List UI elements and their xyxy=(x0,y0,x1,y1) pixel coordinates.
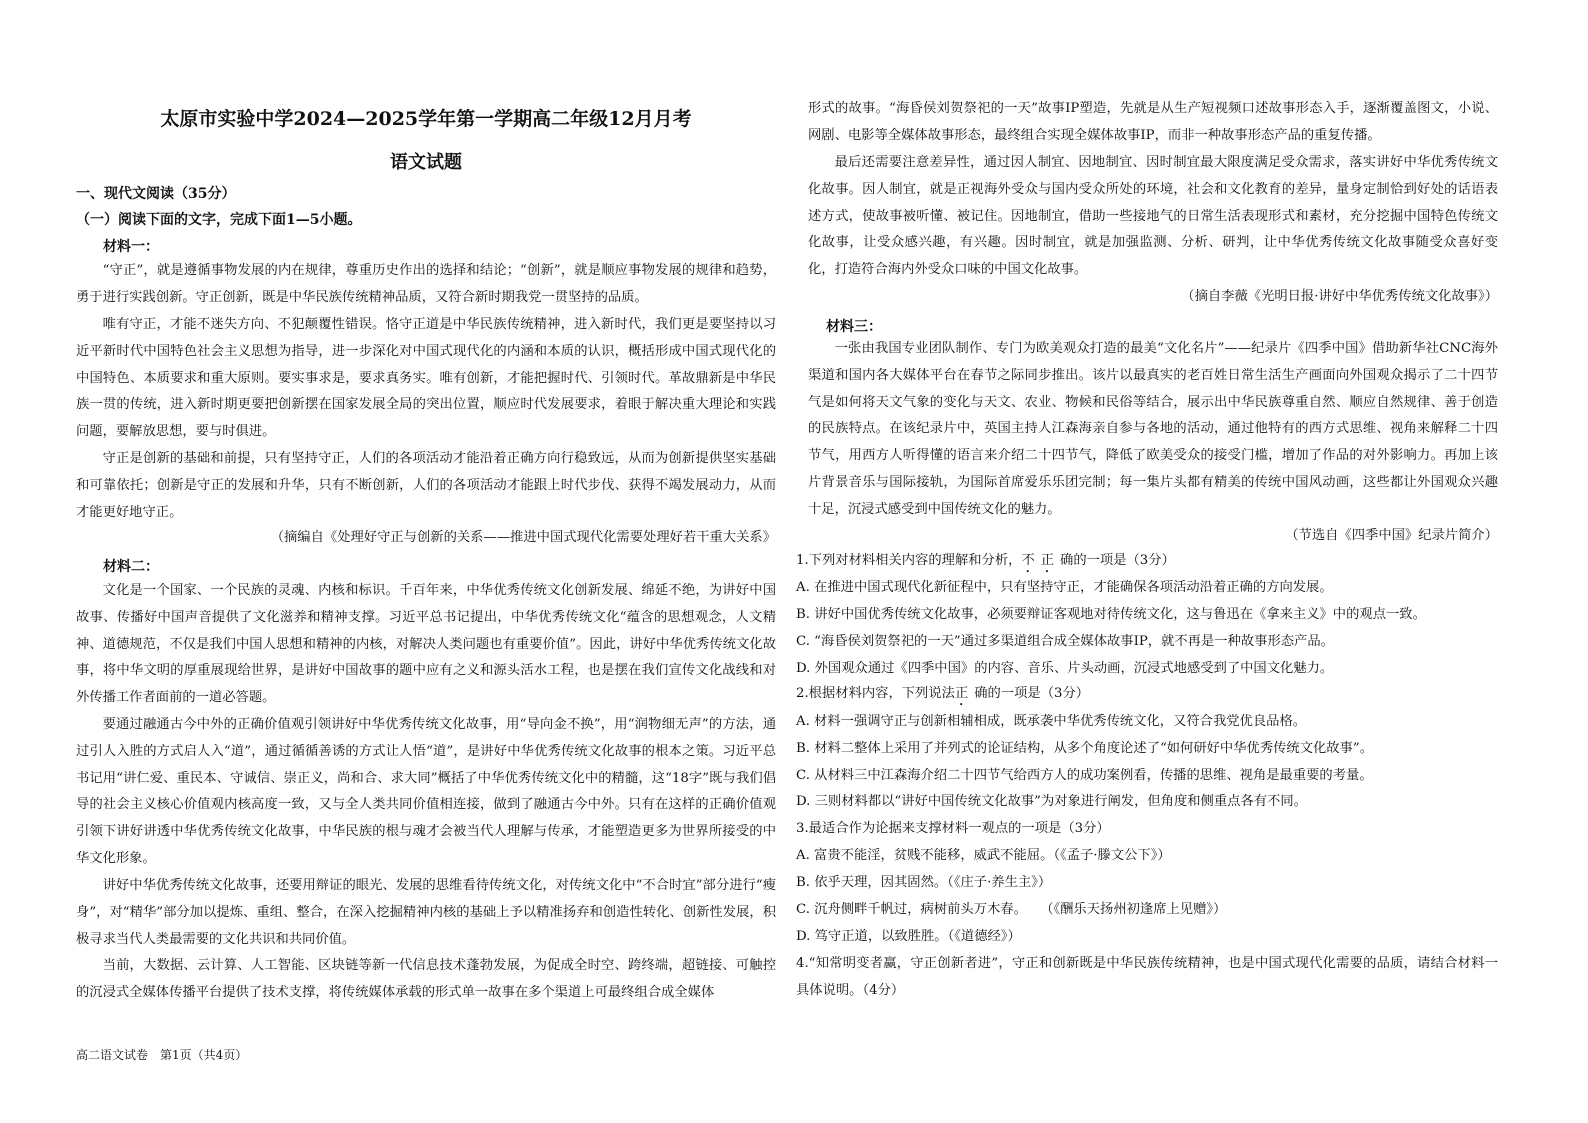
material3-label: 材料三： xyxy=(826,319,882,335)
question-2-stem: 2.根据材料内容，下列说法正确的一项是（3分） xyxy=(796,686,1090,701)
question-3-option-c: C. 沉舟侧畔千帆过，病树前头万木春。 （《酬乐天扬州初逢席上见赠》） xyxy=(796,902,1227,917)
question-1-option-b: B. 讲好中国优秀传统文化故事，必须要辩证客观地对待传统文化，这与鲁迅在《拿来主义》中的观点一致。 xyxy=(796,607,1426,622)
section-heading: 一、现代文阅读（35分） xyxy=(76,186,236,202)
question-3-option-d: D. 笃守正道，以致胜胜。（《道德经》） xyxy=(796,929,1021,944)
material3-source: （节选自《四季中国》纪录片简介） xyxy=(1285,528,1498,543)
question-1-option-d: D. 外国观众通过《四季中国》的内容、音乐、片头动画，沉浸式地感受到了中国文化魅力。 xyxy=(796,661,1334,676)
emphasis-correct: 正 xyxy=(954,686,975,701)
material2-paragraph-5: 最后还需要注意差异性，通过因人制宜、因地制宜、因时制宜最大限度满足受众需求，落实讲好中华优秀传统文化故事。因人制宜，就是正视海外受众与国内受众所处的环境，社会和文化教育的差异，量身定制恰到好处的话语表述方式，使故事被听懂、被记住。因地制宜，借助一些接地气的日常生活表现形式和素材，充分挖掘中国特色传统文化故事，让受众感兴趣，有兴趣。因时制宜，就是加强监测、分析、研判，让中华优秀传统文化故事随受众喜好变化，打造符合海内外受众口味的中国文化故事。 xyxy=(808,155,1498,278)
sub-heading: （一）阅读下面的文字，完成下面1—5小题。 xyxy=(76,212,362,228)
question-1-option-c: C. “海昏侯刘贺祭祀的一天”通过多渠道组合成全媒体故事IP，就不再是一种故事形态产品。 xyxy=(796,634,1334,649)
material1-paragraph-3: 守正是创新的基础和前提，只有坚持守正，人们的各项活动才能沿着正确方向行稳致远，从而为创新提供坚实基础和可靠依托；创新是守正的发展和升华，只有不断创新，人们的各项活动才能跟上时代步伐、获得不竭发展动力，从而才能更好地守正。 xyxy=(76,451,776,520)
material2-paragraph-1: 文化是一个国家、一个民族的灵魂、内核和标识。千百年来，中华优秀传统文化创新发展、绵延不绝，为讲好中国故事、传播好中国声音提供了文化滋养和精神支撑。习近平总书记提出，中华优秀传统文化“蕴含的思想观念，人文精神、道德规范，不仅是我们中国人思想和精神的内核，对解决人类问题也有重要价值”。因此，讲好中华优秀传统文化故事，将中华文明的厚重展现给世界，是讲好中国故事的题中应有之义和源头活水工程，也是摆在我们宣传文化战线和对外传播工作者面前的一道必答题。 xyxy=(76,583,776,706)
material2-label: 材料二： xyxy=(103,559,159,575)
question-4-stem: 4.“知常明变者赢，守正创新者进”，守正和创新既是中华民族传统精神，也是中国式现代化需要的品质，请结合材料一具体说明。（4分） xyxy=(796,956,1498,998)
page-footer: 高二语文试卷 第1页（共4页） xyxy=(76,1048,248,1062)
material3-paragraph-1: 一张由我国专业团队制作、专门为欧美观众打造的最美“文化名片”——纪录片《四季中国》借助新华社CNC海外渠道和国内各大媒体平台在春节之际同步推出。该片以最真实的老百姓日常生活生产画面向外国观众揭示了二十四节气是如何将天文气象的变化与天文、农业、物候和民俗等结合，展示出中华民族尊重自然、顺应自然规律、善于创造的民族特点。在该纪录片中，英国主持人江森海亲自参与各地的活动，通过他特有的西方式思维、视角来解释二十四节气，用西方人听得懂的语言来介绍二十四节气，降低了欧美受众的接受门槛，增加了作品的对外影响力。再加上该片背景音乐与国际接轨，为国际首席爱乐乐团完制；每一集片头都有精美的传统中国风动画，这些都让外国观众兴趣十足，沉浸式感受到中国传统文化的魅力。 xyxy=(808,341,1498,517)
exam-title: 太原市实验中学2024—2025学年第一学期高二年级12月月考 xyxy=(160,108,692,130)
question-3-option-b: B. 依乎天理，因其固然。（《庄子·养生主》） xyxy=(796,875,1052,890)
material2-paragraph-4-continued: 形式的故事。“海昏侯刘贺祭祀的一天”故事IP塑造，先就是从生产短视频口述故事形态入手，逐渐覆盖图文，小说、网剧、电影等全媒体故事形态，最终组合实现全媒体故事IP，而非一种故事形态产品的重复传播。 xyxy=(808,101,1498,143)
question-3-stem: 3.最适合作为论据来支撑材料一观点的一项是（3分） xyxy=(796,821,1110,836)
material1-paragraph-2: 唯有守正，才能不迷失方向、不犯颠覆性错误。恪守正道是中华民族传统精神，进入新时代，我们更是要坚持以习近平新时代中国特色社会主义思想为指导，进一步深化对中国式现代化的内涵和本质的认识，概括形成中国式现代化的中国特色、本质要求和重大原则。要实事求是，要求真务实。唯有创新，才能把握时代、引领时代。革故鼎新是中华民族一贯的传统，进入新时期更要把创新摆在国家发展全局的突出位置，顺应时代发展要求，着眼于解决重大理论和实践问题，要解放思想，要与时俱进。 xyxy=(76,317,776,440)
question-1-stem: 1.下列对材料相关内容的理解和分析，不正确的一项是（3分） xyxy=(796,553,1175,568)
material1-source: （摘编自《处理好守正与创新的关系——推进中国式现代化需要处理好若干重大关系》 xyxy=(270,530,776,545)
material1-paragraph-1: “守正”，就是遵循事物发展的内在规律，尊重历史作出的选择和结论；“创新”，就是顺应事物发展的规律和趋势，勇于进行实践创新。守正创新，既是中华民族传统精神品质，又符合新时期我党一贯坚持的品质。 xyxy=(76,263,776,305)
question-2-option-d: D. 三则材料都以“讲好中国传统文化故事”为对象进行阐发，但角度和侧重点各有不同。 xyxy=(796,794,1307,809)
question-2-option-b: B. 材料二整体上采用了并列式的论证结构，从多个角度论述了“如何研好中华优秀传统文化故事”。 xyxy=(796,741,1373,756)
material2-paragraph-4: 当前，大数据、云计算、人工智能、区块链等新一代信息技术蓬勃发展，为促成全时空、跨终端，超链接、可触控的沉浸式全媒体传播平台提供了技术支撑，将传统媒体承载的形式单一故事在多个渠道上可最终组合成全媒体 xyxy=(76,958,776,1000)
exam-subtitle: 语文试题 xyxy=(390,152,462,173)
material2-paragraph-3: 讲好中华优秀传统文化故事，还要用辩证的眼光、发展的思维看待传统文化，对传统文化中“不合时宜”部分进行“瘦身”，对“精华”部分加以提炼、重组、整合，在深入挖掘精神内核的基础上予以精准扬弃和创造性转化、创新性发展，积极寻求当代人类最需要的文化共识和共同价值。 xyxy=(76,878,776,947)
question-3-option-a: A. 富贵不能淫，贫贱不能移，威武不能屈。（《孟子·滕文公下》） xyxy=(796,848,1171,863)
question-1-option-a: A. 在推进中国式现代化新征程中，只有坚持守正，才能确保各项活动沿着正确的方向发展。 xyxy=(796,580,1333,595)
material2-paragraph-2: 要通过融通古今中外的正确价值观引领讲好中华优秀传统文化故事，用“导向金不换”，用“润物细无声”的方法，通过引人入胜的方式启人入“道”，通过循循善诱的方式让人悟“道”，是讲好中华优秀传统文化故事的根本之策。习近平总书记用“讲仁爱、重民本、守诚信、崇正义，尚和合、求大同”概括了中华优秀传统文化中的精髓，这“18字”既与我们倡导的社会主义核心价值观内核高度一致，又与全人类共同价值相连接，做到了融通古今中外。只有在这样的正确价值观引领下讲好讲透中华优秀传统文化故事，中华民族的根与魂才会被当代人理解与传承，才能塑造更多为世界所接受的中华文化形象。 xyxy=(76,717,776,866)
emphasis-not-correct: 不正 xyxy=(1021,553,1061,568)
question-2-option-c: C. 从材料三中江森海介绍二十四节气给西方人的成功案例看，传播的思维、视角是最重要的考量。 xyxy=(796,768,1373,783)
material2-source: （摘自李薇《光明日报·讲好中华优秀传统文化故事》） xyxy=(1181,289,1498,304)
material1-label: 材料一： xyxy=(103,239,159,255)
question-2-option-a: A. 材料一强调守正与创新相辅相成，既承袭中华优秀传统文化，又符合我党优良品格。 xyxy=(796,714,1307,729)
